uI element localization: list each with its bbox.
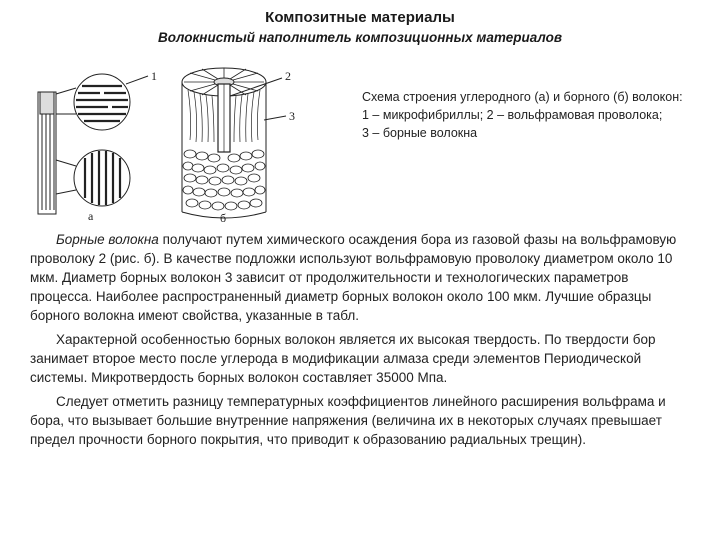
carbon-fiber-diagram [38,74,148,214]
paragraph-text: получают путем химического осаждения бора из газовой фазы на вольфрамовую проволоку 2 (рис. б). В качестве подложки используют вольфрамовую проволоку диаметром около 10 мкм. Диаметр борных волокон 3 зависит от продолжительности и технологических параметров процесса. Наиболее распространенный диаметр борных волокон около 100 мкм. Лучшие образцы борного волокна имеют свойства, указанные в табл. [30,232,677,323]
fiber-structure-figure [30,62,360,227]
label-1: 1 [151,69,157,83]
label-3: 3 [289,109,295,123]
boron-fiber-diagram [182,68,286,218]
label-a: а [88,209,94,223]
caption-line: 1 – микрофибриллы; 2 – вольфрамовая проволока; [362,108,663,122]
label-2: 2 [285,69,291,83]
caption-line: Схема строения углеродного (а) и борного (б) волокон: [362,90,683,104]
term-boron-fibers: Борные волокна [56,232,159,247]
paragraph: Следует отметить разницу температурных коэффициентов линейного расширения вольфрама и бора, что вызывает большие внутренние напряжения (величина их в некоторых случаях превышает предел прочности борного покрытия, что приводит к образованию радиальных трещин). [30,394,666,447]
figure-caption [362,88,712,142]
paragraph: Характерной особенностью борных волокон является их высокая твердость. По твердости бор занимает второе место после углерода в модификации алмаза среди элементов Периодической системы. Микротвердость борных волокон составляет 35000 Мпа. [30,332,656,385]
label-b: б [220,211,227,225]
page-title: Композитные материалы [265,9,455,26]
body-text [30,230,680,454]
paragraph [30,230,680,325]
page-subtitle: Волокнистый наполнитель композиционных материалов [158,30,562,45]
caption-line: 3 – борные волокна [362,126,478,140]
